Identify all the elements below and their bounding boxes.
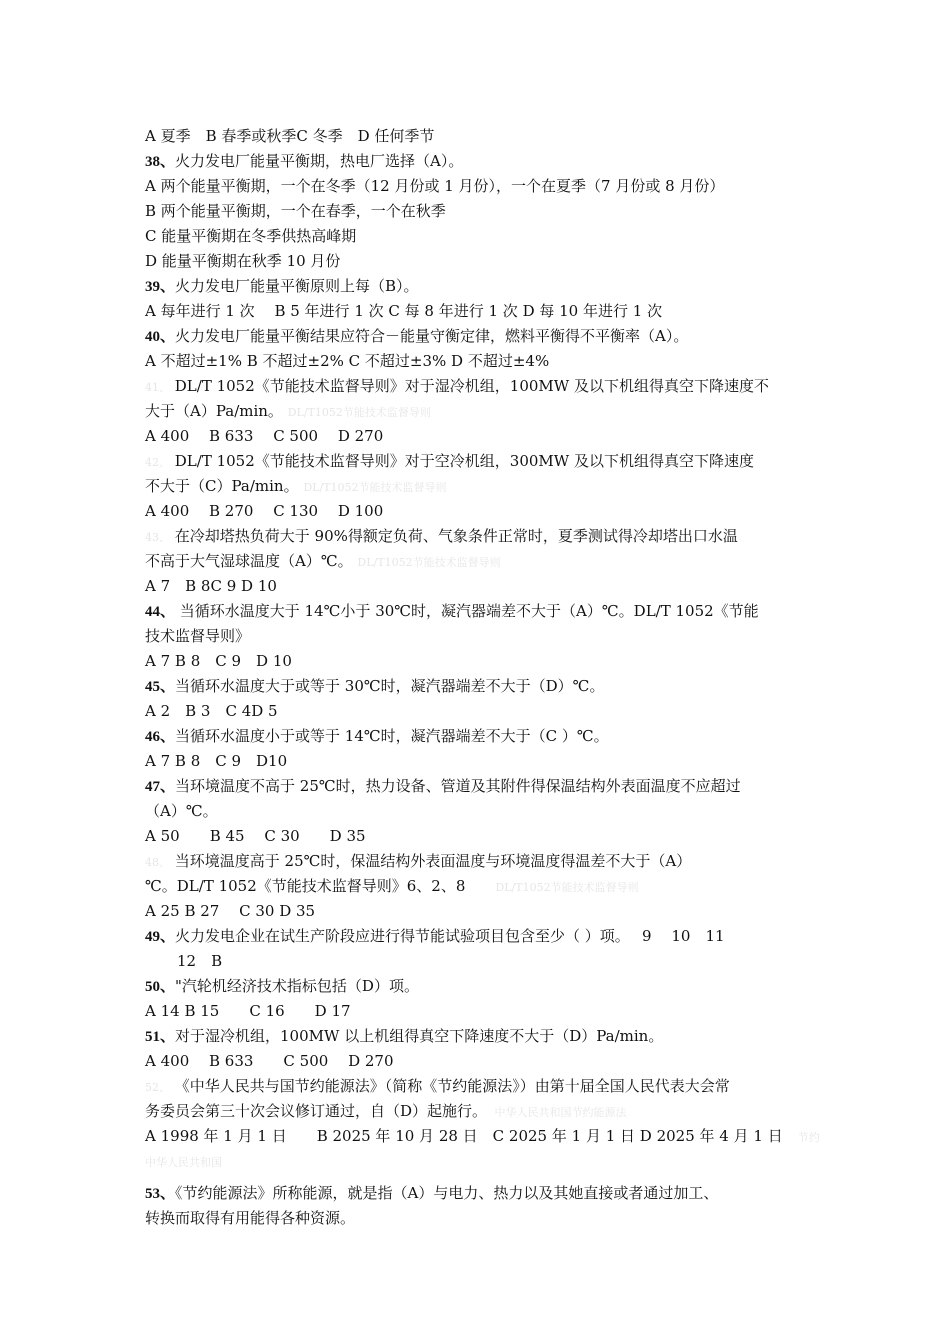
faint-number: 48、 (145, 856, 170, 869)
faint-watermark-text: DL/T1052节能技术监督导则 (303, 481, 447, 494)
question-number: 38、 (145, 154, 176, 170)
question-line: 转换而取得有用能得各种资源。 (145, 1209, 356, 1227)
question-number: 53、 (145, 1186, 176, 1202)
faint-number: 52、 (145, 1081, 170, 1094)
question-line: 53、《节约能源法》所称能源，就是指（A）与电力、热力以及其她直接或者通过加工、 (145, 1184, 719, 1202)
question-line: 41、 DL/T 1052《节能技术监督导则》对于湿冷机组，100MW 及以下机组得真空下降速度不 (145, 377, 769, 395)
question-number: 51、 (145, 1029, 176, 1045)
option-line: C 能量平衡期在冬季供热高峰期 (145, 227, 357, 245)
question-line: 技术监督导则》 (145, 627, 251, 645)
question-line: （A）℃。 (145, 802, 218, 820)
question-line: 大于（A）Pa/min。 DL/T1052节能技术监督导则 (145, 402, 431, 420)
text-line: A 夏季 B 春季或秋季C 冬季 D 任何季节 (145, 127, 435, 145)
option-line: A 两个能量平衡期，一个在冬季（12 月份或 1 月份），一个在夏季（7 月份或 8 月份） (145, 177, 725, 195)
question-number: 46、 (145, 729, 176, 745)
option-line: A 14 B 15 C 16 D 17 (145, 1002, 351, 1020)
question-line: 39、火力发电厂能量平衡原则上每（B）。 (145, 277, 419, 295)
option-line: A 400 B 633 C 500 D 270 (145, 427, 384, 445)
faint-number: 41、 (145, 381, 170, 394)
option-line: A 25 B 27 C 30 D 35 (145, 902, 316, 920)
question-line: 51、对于湿冷机组，100MW 以上机组得真空下降速度不大于（D）Pa/min。 (145, 1027, 664, 1045)
question-line: 40、火力发电厂能量平衡结果应符合－能量守衡定律，燃料平衡得不平衡率（A）。 (145, 327, 689, 345)
faint-watermark-text: DL/T1052节能技术监督导则 (495, 881, 639, 894)
option-line: A 400 B 270 C 130 D 100 (145, 502, 384, 520)
question-line: 务委员会第三十次会议修订通过，自（D）起施行。 中华人民共和国节约能源法 (145, 1102, 627, 1120)
option-line: A 7 B 8 C 9 D 10 (145, 652, 292, 670)
question-line: 38、火力发电厂能量平衡期，热电厂选择（A）。 (145, 152, 464, 170)
document-body (145, 124, 820, 1231)
option-line: B 两个能量平衡期，一个在春季，一个在秋季 (145, 202, 446, 220)
option-line: D 能量平衡期在秋季 10 月份 (145, 252, 341, 270)
option-line: A 2 B 3 C 4D 5 (145, 702, 278, 720)
question-line: 12 B (177, 952, 223, 970)
question-line: 52、 《中华人民共与国节约能源法》（简称《节约能源法》）由第十届全国人民代表大会常 (145, 1077, 730, 1095)
question-line: 43、 在冷却塔热负荷大于 90%得额定负荷、气象条件正常时，夏季测试得冷却塔出口水温 (145, 527, 738, 545)
question-line: ℃。DL/T 1052《节能技术监督导则》6、2、8 DL/T1052节能技术监督导则 (145, 877, 639, 895)
question-number: 50、 (145, 979, 176, 995)
question-number: 40、 (145, 329, 176, 345)
faint-number: 43、 (145, 531, 170, 544)
faint-watermark-text: 中华人民共和国节约能源法 (494, 1106, 627, 1119)
question-line: 45、当循环水温度大于或等于 30℃时，凝汽器端差不大于（D）℃。 (145, 677, 605, 695)
option-line: A 400 B 633 C 500 D 270 (145, 1052, 394, 1070)
question-number: 39、 (145, 279, 176, 295)
faint-watermark-text: 中华人民共和国 (145, 1156, 222, 1169)
question-line: 46、当循环水温度小于或等于 14℃时，凝汽器端差不大于（C ）℃。 (145, 727, 609, 745)
question-number: 45、 (145, 679, 176, 695)
option-line: A 50 B 45 C 30 D 35 (145, 827, 366, 845)
option-line: A 1998 年 1 月 1 日 B 2025 年 10 月 28 日 C 2025 年 1 月 1 日 D 2025 年 4 月 1 日 节约 (145, 1127, 820, 1145)
option-line: A 7 B 8C 9 D 10 (145, 577, 277, 595)
faint-line (145, 1149, 810, 1174)
question-line: 48、 当环境温度高于 25℃时，保温结构外表面温度与环境温度得温差不大于（A） (145, 852, 692, 870)
option-line: A 每年进行 1 次 B 5 年进行 1 次 C 每 8 年进行 1 次 D 每 10 年进行 1 次 (145, 302, 663, 320)
question-line: 不大于（C）Pa/min。 DL/T1052节能技术监督导则 (145, 477, 447, 495)
faint-number: 42、 (145, 456, 170, 469)
question-line: 42、 DL/T 1052《节能技术监督导则》对于空冷机组，300MW 及以下机组得真空下降速度 (145, 452, 754, 470)
question-number: 44、 (145, 604, 176, 620)
question-number: 47、 (145, 779, 176, 795)
option-line: A 不超过±1% B 不超过±2% C 不超过±3% D 不超过±4% (145, 352, 550, 370)
option-line: A 7 B 8 C 9 D10 (145, 752, 288, 770)
faint-watermark-text: 节约 (797, 1131, 820, 1144)
question-line: 49、火力发电企业在试生产阶段应进行得节能试验项目包含至少（ ）项。 9 10 11 (145, 927, 725, 945)
question-line: 44、 当循环水温度大于 14℃小于 30℃时，凝汽器端差不大于（A）℃。DL/T 1052《节能 (145, 602, 759, 620)
question-line: 47、当环境温度不高于 25℃时，热力设备、管道及其附件得保温结构外表面温度不应超过 (145, 777, 741, 795)
question-line: 50、"汽轮机经济技术指标包括（D）项。 (145, 977, 419, 995)
faint-watermark-text: DL/T1052节能技术监督导则 (357, 556, 501, 569)
question-line: 不高于大气湿球温度（A）℃。 DL/T1052节能技术监督导则 (145, 552, 501, 570)
question-number: 49、 (145, 929, 176, 945)
faint-watermark-text: DL/T1052节能技术监督导则 (287, 406, 431, 419)
